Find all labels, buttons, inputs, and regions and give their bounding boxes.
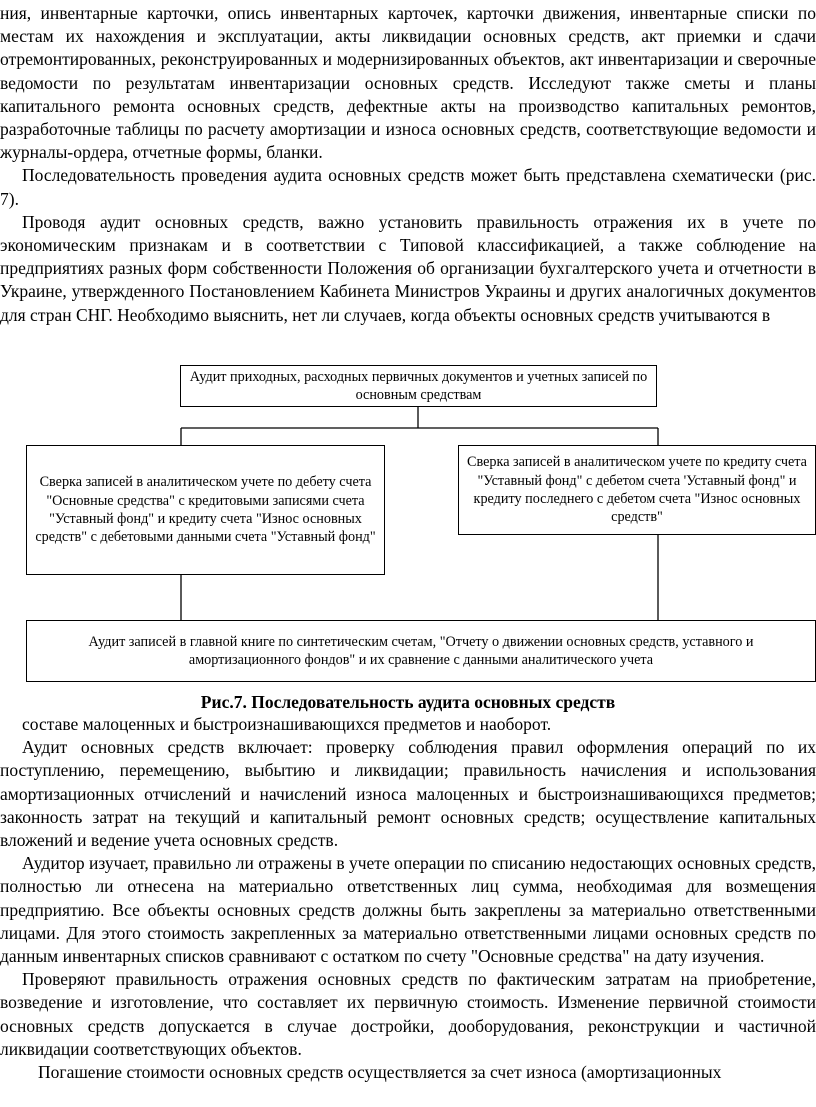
box-text: Сверка записей в аналитическом учете по дебету счета "Основные средства" с кредитовыми записями счета "Уставный фонд" и кредиту счета "Износ основных средств" с дебетовыми данными счета "Уставный фонд" bbox=[35, 474, 376, 546]
paragraph: Аудитор изучает, правильно ли отражены в учете операции по списанию недостающих основных средств, полностью ли отнесена на материально ответственных лиц сумма, необходимая для возмещения предприятию. Все объекты основных средств должны быть закреплены за материально ответственными лицами. Для этого стоимость закрепленных за материально ответственными лицами основных средств по данным инвентарных списков сравнивают с остатком по счету "Основные средства" на дату изучения. bbox=[0, 853, 816, 967]
paragraph: Погашение стоимости основных средств осуществляется за счет износа (амортизационных bbox=[38, 1062, 722, 1083]
diagram-box-reconcile-debit bbox=[26, 445, 385, 575]
paragraph: ния, инвентарные карточки, опись инвентарных карточек, карточки движения, инвентарные списки по местам их нахождения и эксплуатации, акты ликвидации основных средств, акт приемки и сдачи отремонтированных, реконструированных и модернизированных объектов, акт инвентаризации и сверочные ведомости по результатам инвентаризации основных средств. Исследуют также сметы и планы капитального ремонта основных средств, дефектные акты на производство капитальных ремонтов, разработочные таблицы по расчету амортизации и износа основных средств, соответствующие ведомости и журналы-ордера, отчетные формы, бланки. bbox=[0, 3, 816, 163]
diagram-box-general-ledger bbox=[26, 620, 816, 682]
body-text-bottom bbox=[0, 713, 816, 1084]
diagram-box-audit-documents bbox=[180, 365, 657, 407]
paragraph: Проводя аудит основных средств, важно установить правильность отражения их в учете по экономическим признакам и в соответствии с Типовой классификацией, а также соблюдение на предприятиях разных форм собственности Положения об организации бухгалтерского учета и отчетности в Украине, утвержденного Постановлением Кабинета Министров Украины и других аналогичных документов для стран СНГ. Необходимо выяснить, нет ли случаев, когда объекты основных средств учитываются в bbox=[0, 211, 816, 325]
box-text: Аудит записей в главной книге по синтетическим счетам, "Отчету о движении основных средств, уставного и амортизационного фондов" и их сравнение с данными аналитического учета bbox=[88, 633, 754, 668]
box-text: Сверка записей в аналитическом учете по кредиту счета "Уставный фонд" с дебетом счета 'Уставный фонд" и кредиту последнего с дебетом счета "Износ основных средств" bbox=[467, 454, 807, 526]
paragraph: Аудит основных средств включает: проверку соблюдения правил оформления операций по их поступлению, перемещению, выбытию и ликвидации; правильность начисления и использования амортизационных отчислений и начислений износа малоценных и быстроизнашивающихся предметов; законность затрат на текущий и капитальный ремонт основных средств; осуществление капитальных вложений и ведение учета основных средств. bbox=[0, 737, 816, 851]
diagram-box-reconcile-credit bbox=[458, 445, 816, 535]
paragraph: составе малоценных и быстроизнашивающихся предметов и наоборот. bbox=[22, 714, 552, 734]
paragraph: Последовательность проведения аудита основных средств может быть представлена схематически (рис. 7). bbox=[0, 165, 816, 209]
figure-caption: Рис.7. Последовательность аудита основных средств bbox=[200, 692, 616, 712]
paragraph: Проверяют правильность отражения основных средств по фактическим затратам на приобретение, возведение и изготовление, что составляет их первичную стоимость. Изменение первичной стоимости основных средств допускается в случае достройки, дооборудования, реконструкции и частичной ликвидации соответствующих объектов. bbox=[0, 969, 816, 1059]
box-text: Аудит приходных, расходных первичных документов и учетных записей по основным средствам bbox=[189, 368, 648, 403]
